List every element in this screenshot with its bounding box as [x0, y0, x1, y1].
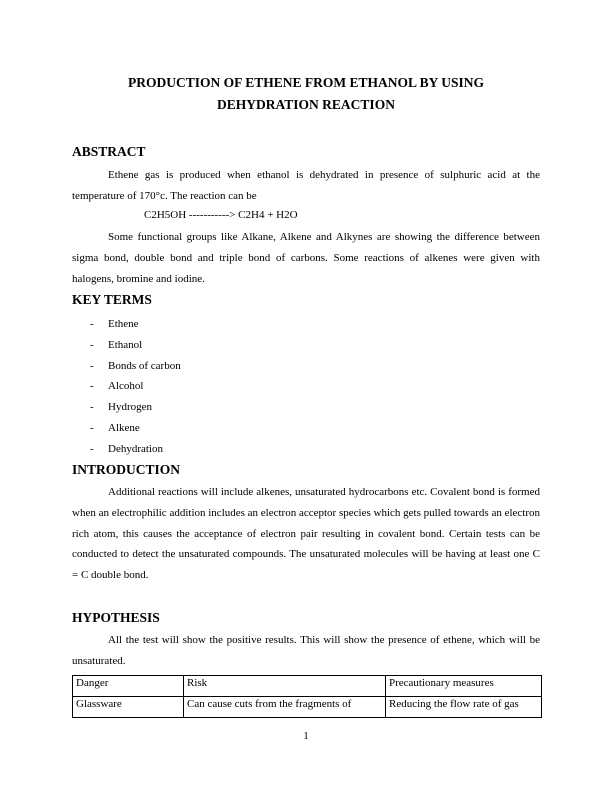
table-header-cell: Danger	[73, 676, 184, 697]
table-row	[73, 697, 542, 718]
table-cell: Can cause cuts from the fragments of	[184, 697, 386, 718]
page-number: 1	[303, 730, 309, 742]
hypothesis-paragraph: All the test will show the positive results. This will show the presence of ethene, which will be unsaturated.	[72, 634, 540, 667]
hypothesis-heading: HYPOTHESIS	[72, 610, 160, 625]
title-line-2: DEHYDRATION REACTION	[217, 97, 395, 112]
reaction-equation: C2H5OH -----------> C2H4 + H2O	[144, 209, 298, 221]
table-cell: Glassware	[73, 697, 184, 718]
introduction-paragraph: Additional reactions will include alkenes, unsaturated hydrocarbons etc. Covalent bond is formed when an electrophilic addition includes an electron acceptor species which gets pulled towards an electron rich atom, this causes the acceptance of electron pair resulting in covalent bond. Certain tests can be conducted to detect the unsaturated compounds. The unsaturated molecules will be having at least one C = C double bond.	[72, 486, 540, 582]
key-terms-heading: KEY TERMS	[72, 292, 152, 307]
document-title	[72, 72, 540, 116]
introduction-heading: INTRODUCTION	[72, 462, 181, 477]
table-header-cell: Risk	[184, 676, 386, 697]
abstract-heading: ABSTRACT	[72, 144, 146, 159]
table-cell: Reducing the flow rate of gas	[386, 697, 542, 718]
document-page: PRODUCTION OF ETHENE FROM ETHANOL BY USING DEHYDRATION REACTION ABSTRACT Ethene gas is produced when ethanol is dehydrated in presence of sulphuric acid at the temperature of 170°c. The reaction can be C2H5OH -----------> C2H4 + H2O Some functional groups like Alkane, Alkene and Alkynes are showing the difference between sigma bond, double bond and triple bond of carbons. Some reactions of alkenes were given with halogens, bromine and iodine. KEY TERMS - Ethene - Ethanol - Bonds of carbon - Alcohol - Hydrogen - Alkene - Dehydration INTRODUCTION Additional reactions will include alkenes, unsaturated hydrocarbons etc. Covalent bond is formed when an electrophilic addition includes an electron acceptor species which gets pulled towards an electron rich atom, this causes the acceptance of electron pair resulting in covalent bond. Certain tests can be conducted to detect the unsaturated compounds. The unsaturated molecules will be having at least one C = C double bond. HYPOTHESIS All the test will show the positive results. This will show the presence of ethene, which will be unsaturated. Danger Risk Precautionary measures Glassware Can cause cuts from the fragments of Reducing the flow rate of gas 1	[0, 0, 612, 792]
risk-assessment-table	[72, 675, 542, 718]
title-line-1: PRODUCTION OF ETHENE FROM ETHANOL BY USING	[127, 75, 485, 90]
abstract-paragraph-1: Ethene gas is produced when ethanol is dehydrated in presence of sulphuric acid at the temperature of 170°c. The reaction can be	[72, 169, 540, 202]
abstract-paragraph-2: Some functional groups like Alkane, Alkene and Alkynes are showing the difference between sigma bond, double bond and triple bond of carbons. Some reactions of alkenes were given with halogens, bromine and iodine.	[72, 231, 540, 285]
table-header-row	[73, 676, 542, 697]
table-header-cell: Precautionary measures	[386, 676, 542, 697]
